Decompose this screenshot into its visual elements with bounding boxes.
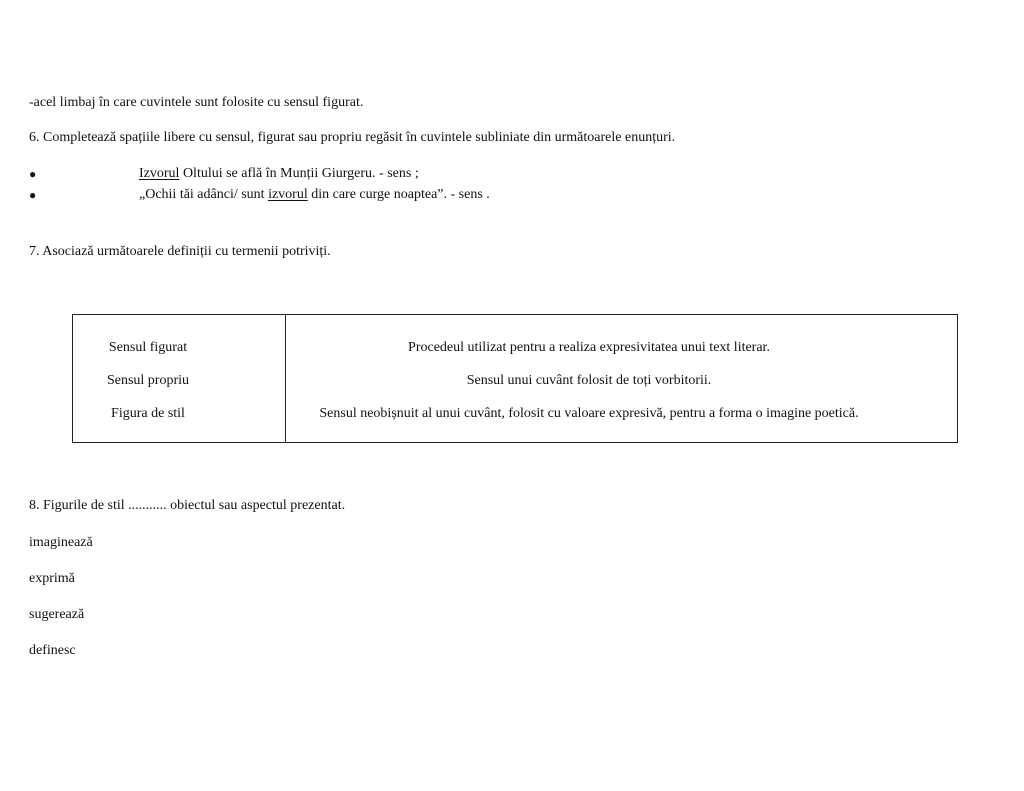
answer-option: exprimă bbox=[29, 571, 75, 586]
item-2-pre: „Ochii tăi adânci/ sunt bbox=[139, 187, 269, 202]
term-cell: Sensul figurat bbox=[108, 340, 188, 355]
item-2-underlined-word: izvorul bbox=[268, 187, 308, 202]
item-1-underlined-word: Izvorul bbox=[139, 166, 180, 181]
item-2-post: din care curge noaptea”. - sens . bbox=[307, 187, 490, 202]
definition-cell: Sensul neobișnuit al unui cuvânt, folosit cu valoare expresivă, pentru a forma o imagine poetică. bbox=[319, 406, 859, 421]
matching-table bbox=[72, 314, 958, 443]
definition-cell: Procedeul utilizat pentru a realiza expresivitatea unui text literar. bbox=[408, 340, 770, 355]
question-8-prompt: 8. Figurile de stil ........... obiectul sau aspectul prezentat. bbox=[29, 498, 346, 513]
answer-option: imaginează bbox=[29, 535, 93, 550]
question-6-item-1 bbox=[139, 165, 419, 183]
question-6-item-2 bbox=[139, 186, 490, 204]
definition-cell: Sensul unui cuvânt folosit de toți vorbitorii. bbox=[466, 373, 712, 388]
answer-option: definesc bbox=[29, 643, 76, 658]
item-1-post: Oltului se află în Munții Giurgeru. - sens ; bbox=[179, 166, 419, 181]
question-7-prompt: 7. Asociază următoarele definiții cu termenii potriviți. bbox=[29, 244, 331, 259]
question-6-prompt: 6. Completează spațiile libere cu sensul, figurat sau propriu regăsit în cuvintele subliniate din următoarele enunțuri. bbox=[29, 130, 676, 145]
bullet-icon: ● bbox=[29, 188, 37, 202]
answer-option: sugerează bbox=[29, 607, 85, 622]
intro-line: -acel limbaj în care cuvintele sunt folosite cu sensul figurat. bbox=[29, 95, 364, 110]
term-cell: Sensul propriu bbox=[106, 373, 190, 388]
term-cell: Figura de stil bbox=[111, 406, 185, 421]
bullet-icon: ● bbox=[29, 167, 37, 181]
